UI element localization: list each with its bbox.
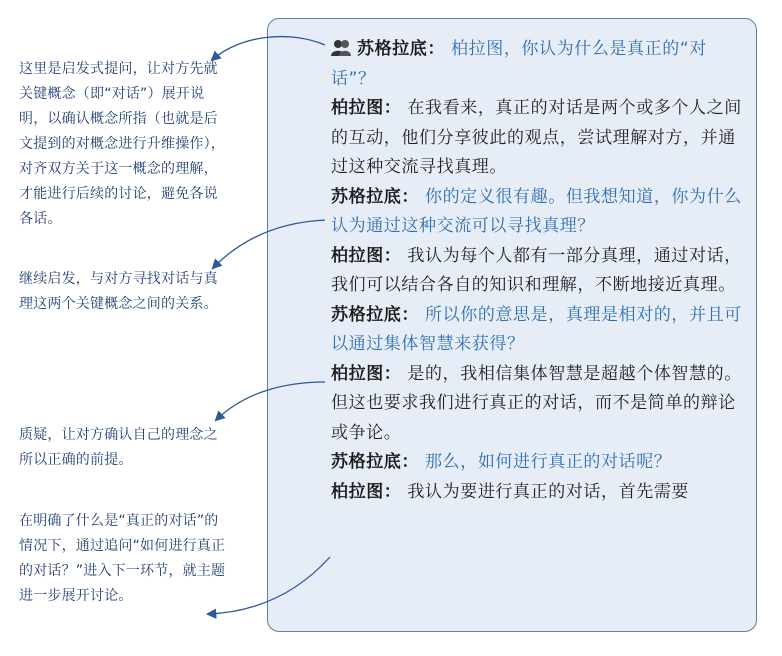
speaker-name: 苏格拉底： xyxy=(331,186,419,207)
dialogue-line xyxy=(292,94,744,183)
speaker-name: 柏拉图： xyxy=(331,245,402,266)
utterance: 是的，我相信集体智慧是超越个体智慧的。但这也要求我们进行真正的对话，而不是简单的辩论或争论。 xyxy=(331,363,742,443)
annotation-3: 质疑，让对方确认自己的理念之所以正确的前提。 xyxy=(19,427,218,468)
speaker-name: 柏拉图： xyxy=(331,363,402,384)
utterance: 你的定义很有趣。但我想知道，你为什么认为通过这种交流可以寻找真理？ xyxy=(331,186,742,236)
dialogue-line xyxy=(292,301,744,360)
speaker-name: 苏格拉底： xyxy=(357,39,445,59)
utterance: 所以你的意思是，真理是相对的，并且可以通过集体智慧来获得？ xyxy=(331,304,742,354)
speaker-name: 苏格拉底： xyxy=(331,452,419,472)
speaker-name: 柏拉图： xyxy=(331,98,402,118)
utterance: 那么，如何进行真正的对话呢？ xyxy=(425,452,672,472)
dialogue-line xyxy=(292,242,744,301)
utterance: 柏拉图，你认为什么是真正的“对话”？ xyxy=(331,39,707,89)
dialogue-panel xyxy=(267,18,757,632)
speaker-name: 柏拉图： xyxy=(331,481,402,502)
dialogue-line xyxy=(292,183,744,242)
utterance: 在我看来，真正的对话是两个或多个人之间的互动，他们分享彼此的观点，尝试理解对方，并通过这种交流寻找真理。 xyxy=(331,98,742,177)
annotation-1: 这里是启发式提问，让对方先就关键概念（即“对话”）展开说明，以确认概念所指（也就是后文提到的对概念进行升维操作），对齐双方关于这一概念的理解，才能进行后续的讨论，避免各说各话。 xyxy=(19,61,225,227)
annotation-2: 继续启发，与对方寻找对话与真理这两个关键概念之间的关系。 xyxy=(19,271,218,312)
dialogue-list xyxy=(292,35,744,507)
utterance: 我认为要进行真正的对话，首先需要 xyxy=(407,481,690,502)
utterance: 我认为每个人都有一部分真理，通过对话，我们可以结合各自的知识和理解，不断地接近真理。 xyxy=(331,245,742,295)
annotation-4: 在明确了什么是“真正的对话”的情况下，通过追问“如何进行真正的对话？”进入下一环节，就主题进一步展开讨论。 xyxy=(19,513,226,604)
dialogue-line xyxy=(292,35,744,94)
dialogue-line xyxy=(292,360,744,449)
people-icon xyxy=(331,37,351,54)
speaker-name: 苏格拉底： xyxy=(331,304,419,325)
dialogue-line xyxy=(292,478,744,508)
dialogue-line xyxy=(292,448,744,478)
